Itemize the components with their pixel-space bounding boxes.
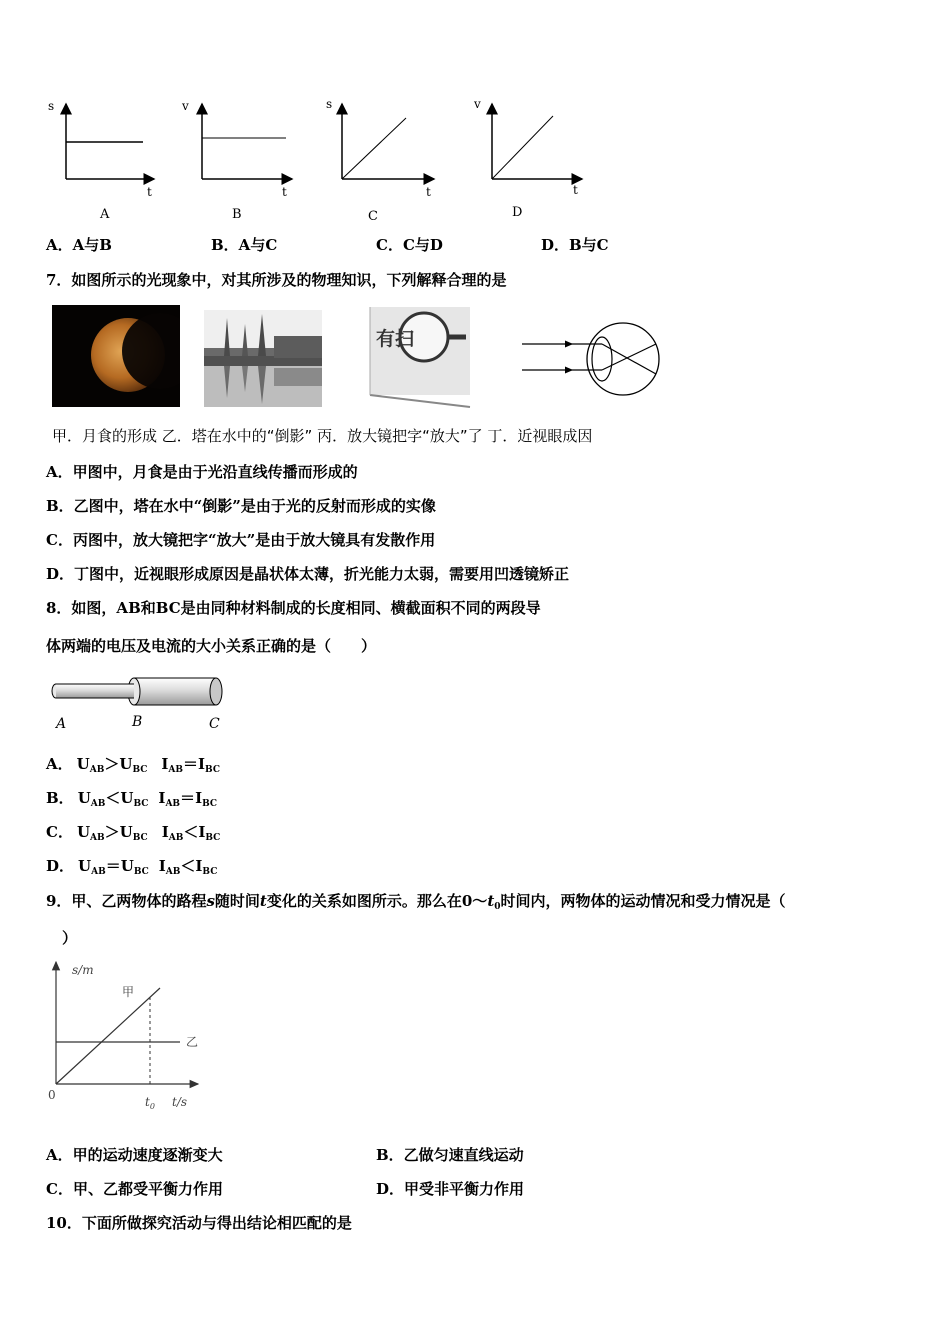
graph-c-label: C [368, 209, 378, 224]
q7-image-caption: 甲．月食的形成 乙．塔在水中的“倒影” 丙．放大镜把字“放大”了 丁．近视眼成因 [52, 427, 593, 445]
conductor-label-c: C [209, 716, 220, 732]
graph-d-x-label: t [573, 183, 578, 197]
q9-line-yi-label: 乙 [186, 1035, 199, 1049]
q7-stem: 7．如图所示的光现象中，对其所涉及的物理知识，下列解释合理的是 [46, 271, 507, 289]
q8-option-a[interactable]: A． $U_{AB}>U_{BC}$ $I_{AB}=I_{BC}$ [46, 755, 220, 775]
graph-d-y-label: v [474, 97, 481, 111]
q7-option-c[interactable]: C．丙图中，放大镜把字“放大”是由于放大镜具有发散作用 [46, 531, 436, 549]
q9-st-graph [40, 956, 220, 1116]
graph-b [181, 99, 292, 222]
q10-stem: 10．下面所做探究活动与得出结论相匹配的是 [46, 1214, 352, 1232]
motion-graphs [40, 92, 600, 227]
graph-d [473, 97, 582, 220]
graph-c [326, 97, 434, 224]
graph-c-y-label: s [326, 97, 333, 111]
graph-a-label: A [100, 207, 110, 222]
q9-option-b[interactable]: B．乙做匀速直线运动 [376, 1146, 524, 1164]
q8-option-d[interactable]: D． $U_{AB}=U_{BC}$ $I_{AB}<I_{BC}$ [46, 857, 218, 877]
conductor-label-a: A [56, 716, 67, 732]
conductor-label-b: B [132, 714, 143, 730]
q6-option-d[interactable]: D．B与C [541, 236, 609, 254]
q9-option-d[interactable]: D．甲受非平衡力作用 [376, 1180, 525, 1198]
graph-d-line [492, 116, 553, 179]
graph-a-x-label: t [147, 185, 152, 199]
graph-d-label: D [512, 205, 523, 220]
q9-stem-line1: 9．甲、乙两物体的路程s随时间t变化的关系如图所示。那么在$0\sim t_0$时间内，两物体的运动情况和受力情况是（ [46, 892, 786, 912]
q9-option-c[interactable]: C．甲、乙都受平衡力作用 [46, 1180, 223, 1198]
q6-option-a[interactable]: A．A与B [46, 236, 112, 254]
myopia-eye-diagram [520, 318, 662, 400]
graph-b-x-label: t [282, 185, 287, 199]
graph-b-y-label: v [182, 99, 189, 113]
line-jia [56, 988, 160, 1084]
q6-option-b[interactable]: B．A与C [211, 236, 278, 254]
q9-t0-label: $t_0$ [145, 1095, 155, 1111]
q9-line-jia-label: 甲 [122, 985, 135, 999]
q6-option-c[interactable]: C．C与D [376, 236, 443, 254]
q9-y-axis-label: s/m [72, 963, 94, 977]
graph-a-y-label: s [48, 99, 55, 113]
q8-stem-line2: 体两端的电压及电流的大小关系正确的是（ ） [46, 637, 377, 655]
graph-c-x-label: t [426, 185, 431, 199]
magnifier-text: 有扫 [376, 328, 415, 350]
magnifier-image [362, 303, 474, 409]
q7-option-a[interactable]: A．甲图中，月食是由于光沿直线传播而形成的 [46, 463, 358, 481]
q8-option-c[interactable]: C． $U_{AB}>U_{BC}$ $I_{AB}<I_{BC}$ [46, 823, 221, 843]
q9-option-a[interactable]: A．甲的运动速度逐渐变大 [46, 1146, 223, 1164]
q8-stem-line1: 8．如图，AB和BC是由同种材料制成的长度相同、横截面积不同的两段导 [46, 599, 541, 617]
graph-a [48, 99, 154, 222]
q7-option-b[interactable]: B．乙图中，塔在水中“倒影”是由于光的反射而形成的实像 [46, 497, 436, 515]
graph-b-label: B [232, 207, 242, 222]
q8-option-b[interactable]: B． $U_{AB}<U_{BC}$ $I_{AB}=I_{BC}$ [46, 789, 218, 809]
conductor-diagram [46, 672, 232, 736]
q9-stem-line2: ） [62, 929, 78, 947]
lunar-eclipse-image [52, 305, 180, 407]
tower-reflection-image [204, 310, 322, 407]
q7-option-d[interactable]: D．丁图中，近视眼形成原因是晶状体太薄，折光能力太弱，需要用凹透镜矫正 [46, 565, 570, 583]
graph-c-line [342, 118, 406, 179]
q9-origin-label: 0 [48, 1088, 56, 1102]
q9-x-axis-label: t/s [172, 1095, 188, 1109]
